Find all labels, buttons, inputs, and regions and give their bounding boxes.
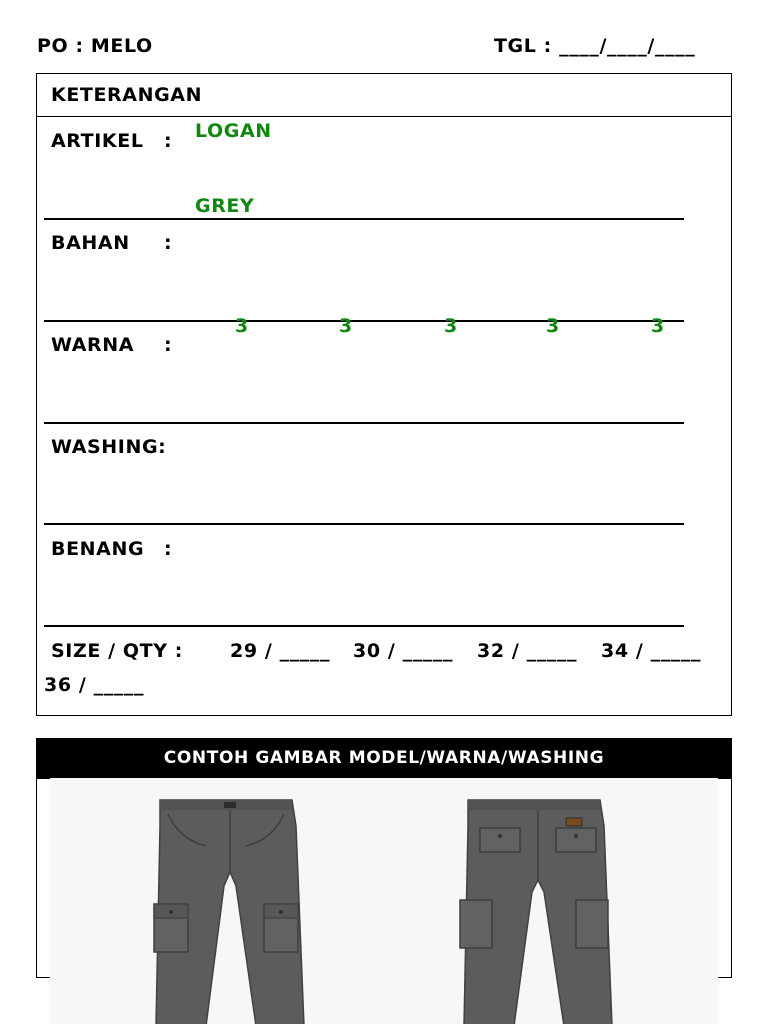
bahan-underline	[44, 320, 684, 322]
washing-label: WASHING:	[51, 436, 167, 458]
warna-value-2[interactable]: 3	[339, 316, 353, 336]
pants-back-image	[454, 796, 624, 1024]
title-divider	[37, 116, 731, 117]
artikel-value[interactable]: LOGAN	[195, 120, 272, 142]
size-30-field[interactable]: 30 / _____	[353, 640, 454, 662]
bahan-label: BAHAN	[51, 232, 130, 254]
size-29-field[interactable]: 29 / _____	[230, 640, 331, 662]
po-label: PO : MELO	[37, 35, 153, 57]
image-area	[36, 778, 732, 1024]
warna-value-5[interactable]: 3	[651, 316, 665, 336]
benang-underline	[44, 625, 684, 627]
form-box	[36, 73, 732, 716]
warna-value-4[interactable]: 3	[546, 316, 560, 336]
benang-label: BENANG	[51, 538, 145, 560]
bahan-colon: :	[164, 232, 173, 254]
bahan-value[interactable]: GREY	[195, 195, 255, 217]
warna-value-3[interactable]: 3	[444, 316, 458, 336]
washing-underline	[44, 523, 684, 525]
warna-label: WARNA	[51, 334, 135, 356]
size-36-field[interactable]: 36 / _____	[44, 674, 145, 696]
size-qty-label: SIZE / QTY :	[51, 640, 183, 662]
form-title: KETERANGAN	[51, 84, 203, 106]
artikel-colon: :	[164, 130, 173, 152]
size-34-field[interactable]: 34 / _____	[601, 640, 702, 662]
right-bracket	[718, 778, 732, 978]
warna-value-1[interactable]: 3	[235, 316, 249, 336]
size-32-field[interactable]: 32 / _____	[477, 640, 578, 662]
benang-colon: :	[164, 538, 173, 560]
date-label: TGL : ____/____/____	[494, 35, 696, 57]
artikel-label: ARTIKEL	[51, 130, 144, 152]
left-bracket	[36, 778, 50, 978]
image-banner: CONTOH GAMBAR MODEL/WARNA/WASHING	[36, 738, 732, 778]
warna-colon: :	[164, 334, 173, 356]
artikel-underline	[44, 218, 684, 220]
pants-front-image	[146, 796, 316, 1024]
warna-underline	[44, 422, 684, 424]
